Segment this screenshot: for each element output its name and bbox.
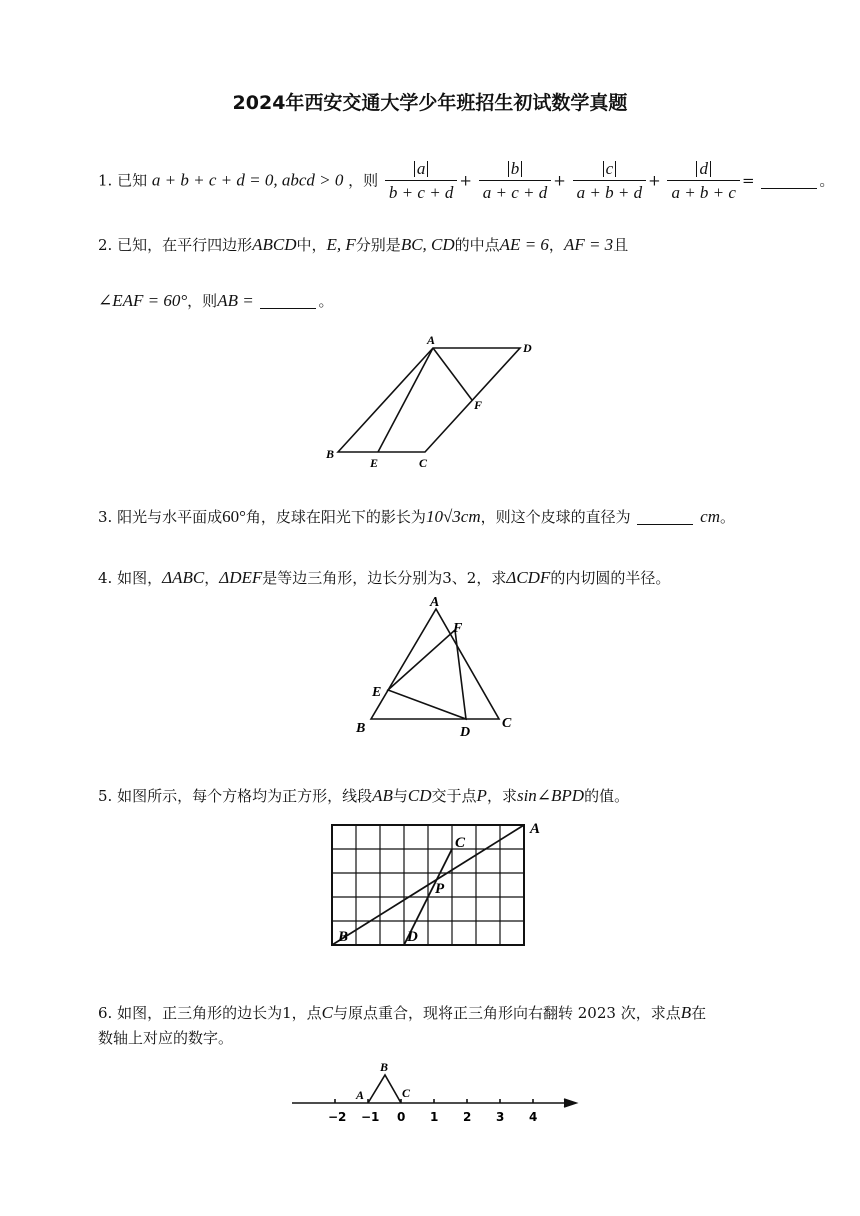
- q5-point-p: P: [476, 786, 487, 805]
- grid-figure: [320, 815, 560, 955]
- q2-ab: AB =: [217, 291, 254, 310]
- q5-text: 与: [392, 787, 408, 805]
- q5-segment-cd: CD: [407, 786, 432, 805]
- label-p: P: [435, 881, 445, 897]
- q3-end: 。: [720, 508, 736, 526]
- q1-fraction-b: $\frac{b}{a + c + d}$: [479, 160, 552, 203]
- tick-label: 3: [496, 1110, 505, 1124]
- question-4: [98, 567, 670, 588]
- label-c: C: [419, 456, 428, 470]
- question-5: [98, 785, 629, 806]
- q3-text: 阳光与水平面成: [117, 508, 223, 526]
- q2-text: 已知，在平行四边形: [117, 236, 253, 254]
- q6-text: 与原点重合，现将正三角形向右翻转 2023 次，求点: [332, 1004, 681, 1022]
- q5-sine: sin∠BPD: [516, 786, 585, 805]
- q1-number: 1.: [98, 171, 113, 190]
- q4-triangle-def: ΔDEF: [219, 568, 263, 587]
- equals-sign: =: [741, 171, 755, 190]
- q2-angle: ∠EAF = 60°: [98, 291, 188, 310]
- label-b: B: [356, 721, 366, 736]
- number-line-figure: [288, 1055, 588, 1130]
- q2-sides: BC, CD: [400, 235, 455, 254]
- q4-triangle-cdf: ΔCDF: [506, 568, 551, 587]
- triangles-figure: [350, 592, 530, 742]
- plus-sign: +: [459, 171, 472, 190]
- label-d: D: [407, 929, 418, 945]
- q5-segment-ab: AB: [372, 786, 393, 805]
- q6-point-c: C: [321, 1003, 333, 1022]
- label-f: F: [474, 398, 483, 412]
- label-b: B: [338, 929, 349, 945]
- answer-blank[interactable]: [761, 187, 817, 189]
- label-b: B: [380, 1060, 389, 1074]
- q1-fraction-d: $\frac{d}{a + b + c}$: [667, 160, 740, 203]
- question-3: [98, 506, 735, 527]
- q2-text: 中，: [296, 236, 327, 254]
- q2-af: AF = 3: [563, 235, 614, 254]
- q5-number: 5.: [98, 787, 113, 805]
- q5-text: 的值。: [584, 787, 630, 805]
- q5-text: 交于点: [431, 787, 477, 805]
- q4-number: 4.: [98, 569, 113, 587]
- q2-ae: AE = 6: [499, 235, 549, 254]
- answer-blank[interactable]: [637, 523, 693, 525]
- q3-text: ，则这个皮球的直径为: [480, 508, 631, 526]
- q6-text: 在: [691, 1004, 707, 1022]
- q3-text: 角，皮球在阳光下的影长为: [245, 508, 426, 526]
- q1-intro: 已知: [117, 171, 148, 190]
- q2-text: 分别是: [355, 236, 401, 254]
- q1-end: 。: [819, 171, 835, 190]
- label-c: C: [502, 716, 512, 731]
- q6-point-b: B: [680, 1003, 692, 1022]
- q2-text: ，: [548, 236, 564, 254]
- tick-label: 0: [397, 1110, 406, 1124]
- tick-label: −2: [328, 1110, 347, 1124]
- q1-fraction-a: $\frac{a}{b + c + d}$: [385, 160, 458, 203]
- q1-fraction-c: $\frac{c}{a + b + d}$: [573, 160, 646, 203]
- parallelogram-figure: [320, 330, 540, 470]
- q2-points: E, F: [326, 235, 356, 254]
- q1-then: ，则: [348, 171, 379, 190]
- q2-text: 且: [613, 236, 629, 254]
- page-title: 2024年西安交通大学少年班招生初试数学真题: [232, 92, 628, 114]
- label-e: E: [372, 685, 382, 700]
- label-a: A: [430, 595, 440, 610]
- q2-text: ，则: [187, 292, 218, 310]
- q4-text: 如图，: [117, 569, 163, 587]
- answer-blank[interactable]: [260, 307, 316, 309]
- q3-degree: 60°: [222, 507, 246, 526]
- question-6-line-2: [98, 1027, 233, 1048]
- question-6-line-1: [98, 1002, 706, 1023]
- tick-label: −1: [361, 1110, 380, 1124]
- q2-number: 2.: [98, 236, 113, 254]
- question-2-line-1: [98, 234, 628, 255]
- q6-text: 如图，正三角形的边长为1，点: [117, 1004, 322, 1022]
- tick-label: 2: [463, 1110, 472, 1124]
- label-c: C: [402, 1086, 411, 1100]
- question-1: [98, 160, 834, 203]
- label-f: F: [453, 621, 463, 636]
- q4-text: ，: [204, 569, 220, 587]
- label-a: A: [427, 333, 436, 347]
- q2-end: 。: [318, 292, 334, 310]
- q5-text: 如图所示，每个方格均为正方形，线段: [117, 787, 373, 805]
- tick-label: 1: [430, 1110, 439, 1124]
- q3-shadow-length: 10√3cm: [425, 507, 481, 526]
- q6-number: 6.: [98, 1004, 113, 1022]
- tick-label: 4: [529, 1110, 538, 1124]
- label-d: D: [460, 725, 471, 740]
- q4-text: 的内切圆的半径。: [550, 569, 671, 587]
- q3-number: 3.: [98, 508, 113, 526]
- plus-sign: +: [648, 171, 661, 190]
- question-2-line-2: [98, 290, 333, 311]
- label-e: E: [370, 456, 379, 470]
- q3-unit: cm: [700, 507, 720, 526]
- plus-sign: +: [553, 171, 566, 190]
- label-a: A: [356, 1088, 365, 1102]
- label-d: D: [523, 341, 532, 355]
- q2-text: 的中点: [454, 236, 500, 254]
- q4-text: 是等边三角形，边长分别为3、2，求: [262, 569, 507, 587]
- label-b: B: [326, 447, 335, 461]
- q5-text: ，求: [486, 787, 517, 805]
- q4-triangle-abc: ΔABC: [162, 568, 205, 587]
- q1-condition: a + b + c + d = 0, abcd > 0: [151, 170, 344, 190]
- label-c: C: [455, 835, 466, 851]
- q6-text: 数轴上对应的数字。: [98, 1029, 234, 1047]
- q2-parallelogram: ABCD: [252, 235, 297, 254]
- label-a: A: [530, 821, 541, 837]
